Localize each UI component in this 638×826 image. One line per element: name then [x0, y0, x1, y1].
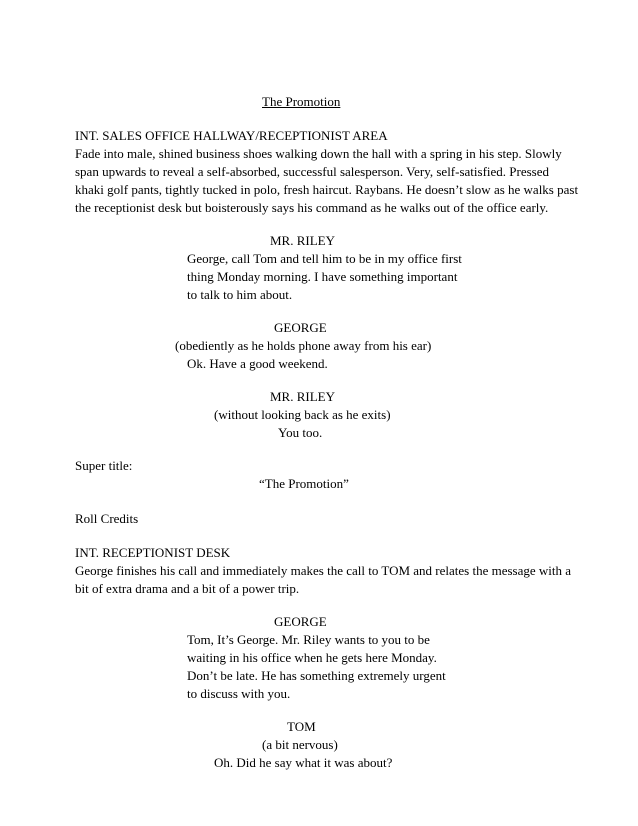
character-name: GEORGE	[274, 320, 327, 335]
action-line: the receptionist desk but boisterously says his command as he walks out of the office early.	[75, 200, 549, 215]
dialogue-line: to discuss with you.	[187, 686, 291, 701]
dialogue-line: to talk to him about.	[187, 287, 293, 302]
parenthetical: (without looking back as he exits)	[214, 407, 391, 422]
action-line: khaki golf pants, tightly tucked in polo, fresh haircut. Raybans. He doesn’t slow as he walks past	[75, 182, 579, 197]
action-line: bit of extra drama and a bit of a power trip.	[75, 581, 300, 596]
scene-heading-1: INT. SALES OFFICE HALLWAY/RECEPTIONIST AREA	[75, 128, 388, 143]
scene-heading-2: INT. RECEPTIONIST DESK	[75, 545, 231, 560]
dialogue-line: Ok. Have a good weekend.	[187, 356, 328, 371]
roll-credits: Roll Credits	[75, 511, 139, 526]
dialogue-line: thing Monday morning. I have something important	[187, 269, 458, 284]
super-title-text: “The Promotion”	[259, 476, 349, 491]
character-name: MR. RILEY	[270, 389, 335, 404]
character-name: GEORGE	[274, 614, 327, 629]
dialogue-line: You too.	[278, 425, 323, 440]
dialogue-line: George, call Tom and tell him to be in my office first	[187, 251, 462, 266]
dialogue-line: Oh. Did he say what it was about?	[214, 755, 393, 770]
action-line: George finishes his call and immediately makes the call to TOM and relates the message with a	[75, 563, 572, 578]
dialogue-line: waiting in his office when he gets here Monday.	[187, 650, 437, 665]
action-line: Fade into male, shined business shoes walking down the hall with a spring in his step. Slowly	[75, 146, 562, 161]
parenthetical: (a bit nervous)	[262, 737, 338, 752]
dialogue-line: Don’t be late. He has something extremely urgent	[187, 668, 446, 683]
action-line: span upwards to reveal a self-absorbed, successful salesperson. Very, self-satisfied. Pressed	[75, 164, 549, 179]
dialogue-line: Tom, It’s George. Mr. Riley wants to you to be	[187, 632, 430, 647]
parenthetical: (obediently as he holds phone away from his ear)	[175, 338, 432, 353]
page-title: The Promotion	[262, 94, 341, 109]
character-name: MR. RILEY	[270, 233, 335, 248]
character-name: TOM	[287, 719, 316, 734]
super-title-label: Super title:	[75, 458, 133, 473]
